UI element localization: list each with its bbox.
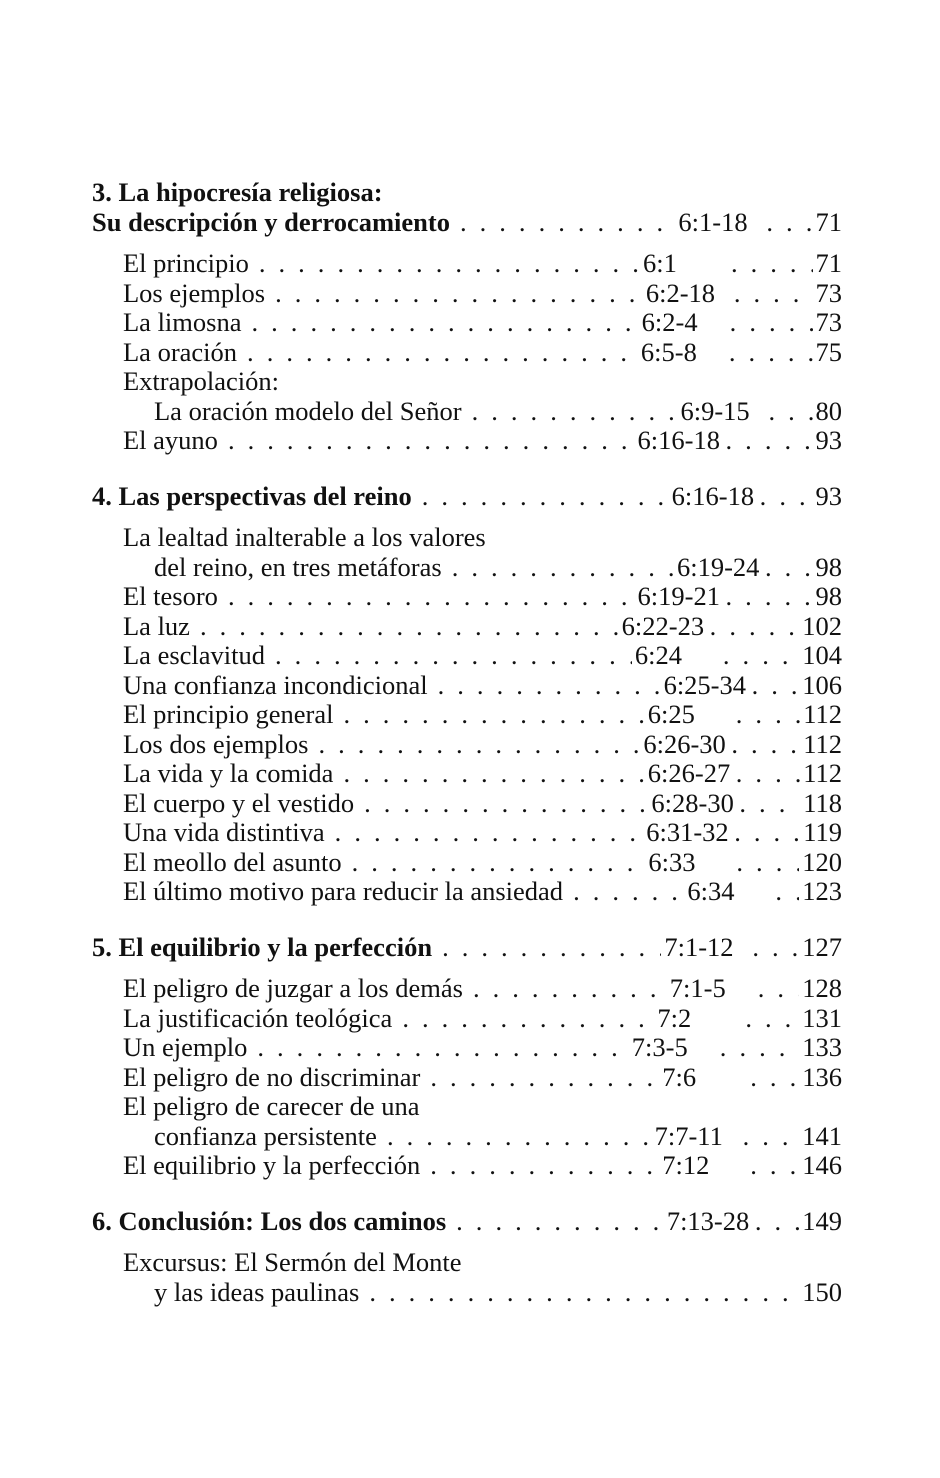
scripture-reference: 7:13-28 [666, 1205, 750, 1236]
entry-title: El peligro de carecer de una [123, 1091, 420, 1121]
dot-leader [731, 730, 800, 760]
dot-leader [472, 397, 678, 427]
dot-leader [343, 759, 644, 789]
entry-title: La lealtad inalterable a los valores [123, 522, 486, 552]
entry-title: El peligro de no discriminar [123, 1061, 421, 1092]
dot-leader [765, 553, 813, 583]
dot-leader [259, 249, 640, 279]
toc-entry [92, 553, 842, 583]
toc-entry [92, 279, 842, 309]
page-number: 75 [815, 336, 842, 367]
dot-leader [710, 612, 800, 642]
entry-title: del reino, en tres metáforas [154, 551, 442, 582]
toc-entry [92, 612, 842, 642]
entry-title: El último motivo para reducir la ansiedad [123, 876, 564, 906]
dot-leader [760, 482, 813, 512]
scripture-reference: 6:16-18 [637, 425, 720, 455]
entry-title: El tesoro [123, 581, 218, 611]
dot-leader [755, 1207, 799, 1237]
section-title: Su descripción y derrocamiento [92, 206, 450, 237]
toc-entry-line [92, 367, 842, 397]
toc-entry [92, 582, 842, 612]
dot-leader [257, 1033, 628, 1063]
dot-leader [730, 308, 813, 338]
page-number: 150 [802, 1276, 842, 1307]
page-number: 141 [802, 1120, 842, 1151]
dot-leader [729, 338, 813, 368]
entry-title: El principio general [123, 699, 334, 729]
dot-leader [775, 877, 799, 907]
page-number: 118 [803, 787, 842, 818]
toc-entry [92, 974, 842, 1004]
scripture-reference: 7:6 [662, 1061, 697, 1092]
scripture-reference: 6:2-4 [641, 307, 698, 337]
scripture-reference: 6:2-18 [645, 277, 716, 308]
dot-leader [726, 582, 813, 612]
scripture-reference: 6:24 [634, 640, 683, 670]
dot-leader [739, 789, 800, 819]
entry-title: El principio [123, 248, 249, 278]
entry-title: Un ejemplo [123, 1032, 248, 1062]
toc-entry [92, 1151, 842, 1181]
dot-leader [752, 933, 799, 963]
entry-title: El meollo del asunto [123, 846, 342, 877]
toc-entry [92, 426, 842, 456]
page-number: 71 [815, 206, 842, 237]
dot-leader [364, 789, 648, 819]
page-number: 71 [815, 248, 842, 278]
scripture-reference: 7:1-5 [669, 973, 726, 1003]
dot-leader [573, 877, 684, 907]
page-number: 112 [803, 758, 842, 788]
dot-leader [402, 1004, 654, 1034]
scripture-reference: 7:7-11 [654, 1120, 723, 1151]
dot-leader [319, 730, 641, 760]
toc-entry [92, 1004, 842, 1034]
scripture-reference: 6:16-18 [671, 480, 755, 511]
entry-title: La esclavitud [123, 640, 266, 670]
section-heading-line [92, 178, 842, 208]
page-number: 102 [802, 610, 842, 641]
toc-entry [92, 730, 842, 760]
scripture-reference: 6:19-21 [637, 581, 720, 611]
dot-leader [750, 1063, 799, 1093]
page-number: 128 [802, 973, 842, 1003]
scripture-reference: 6:28-30 [651, 787, 734, 818]
scripture-reference: 6:19-24 [676, 551, 760, 582]
table-of-contents [92, 178, 842, 1307]
page-number: 149 [802, 1205, 842, 1236]
entry-title: Excursus: El Sermón del Monte [123, 1247, 462, 1277]
dot-leader [460, 208, 675, 238]
page-number: 112 [803, 728, 842, 759]
page-number: 106 [802, 669, 842, 700]
page-number: 112 [803, 699, 842, 729]
page-number: 123 [802, 876, 842, 906]
toc-entry [92, 700, 842, 730]
scripture-reference: 6:26-30 [643, 728, 726, 759]
scripture-reference: 6:26-27 [647, 758, 731, 788]
dot-leader [736, 700, 800, 730]
scripture-reference: 7:2 [657, 1002, 692, 1033]
dot-leader [352, 848, 646, 878]
toc-entry [92, 1122, 842, 1152]
scripture-reference: 6:25-34 [663, 669, 746, 700]
scripture-reference: 6:22-23 [621, 610, 705, 641]
dot-leader [228, 426, 635, 456]
dot-leader [736, 848, 799, 878]
dot-leader [200, 612, 619, 642]
page-number: 93 [815, 480, 842, 511]
toc-entry [92, 789, 842, 819]
entry-title: Los dos ejemplos [123, 728, 309, 759]
entry-title: La limosna [123, 307, 242, 337]
entry-title: La oración [123, 336, 238, 367]
scripture-reference: 6:1-18 [678, 206, 748, 237]
section-heading [92, 1207, 842, 1237]
toc-entry [92, 1033, 842, 1063]
dot-leader [736, 759, 800, 789]
dot-leader [456, 1207, 664, 1237]
dot-leader [275, 279, 643, 309]
scripture-reference: 6:34 [687, 876, 735, 906]
dot-leader [723, 641, 799, 671]
entry-title: La luz [123, 610, 190, 641]
toc-entry [92, 759, 842, 789]
dot-leader [430, 1063, 659, 1093]
entry-title: El cuerpo y el vestido [123, 787, 355, 818]
toc-entry [92, 1063, 842, 1093]
page-number: 73 [815, 277, 842, 308]
toc-entry [92, 1278, 842, 1308]
dot-leader [768, 397, 812, 427]
entry-title: Una confianza incondicional [123, 669, 428, 700]
entry-title: confianza persistente [154, 1120, 377, 1151]
dot-leader [743, 1122, 800, 1152]
dot-leader [430, 1151, 659, 1181]
page-number: 80 [815, 395, 842, 426]
dot-leader [734, 818, 800, 848]
dot-leader [452, 553, 674, 583]
entry-title: El ayuno [123, 425, 218, 455]
section-title: 6. Conclusión: Los dos caminos [92, 1205, 447, 1236]
entry-title: La justificación teológica [123, 1002, 393, 1033]
section-heading [92, 933, 842, 963]
scripture-reference: 6:1 [642, 248, 677, 278]
dot-leader [343, 700, 644, 730]
dot-leader [720, 1033, 799, 1063]
dot-leader [758, 974, 799, 1004]
dot-leader [369, 1278, 799, 1308]
page-number: 93 [815, 425, 842, 455]
page-number: 98 [815, 551, 842, 582]
dot-leader [726, 426, 813, 456]
scripture-reference: 7:1-12 [664, 931, 734, 962]
entry-title: La vida y la comida [123, 758, 334, 788]
dot-leader [752, 671, 800, 701]
toc-entry [92, 641, 842, 671]
toc-entry [92, 249, 842, 279]
scripture-reference: 6:5-8 [640, 336, 697, 367]
page-number: 133 [802, 1032, 842, 1062]
toc-entry-line [92, 523, 842, 553]
dot-leader [766, 208, 812, 238]
scripture-reference: 6:31-32 [646, 817, 729, 847]
toc-entry [92, 397, 842, 427]
dot-leader [387, 1122, 652, 1152]
scripture-reference: 6:25 [647, 699, 695, 729]
scripture-reference: 6:9-15 [680, 395, 750, 426]
page-number: 136 [802, 1061, 842, 1092]
dot-leader [422, 482, 669, 512]
dot-leader [745, 1004, 799, 1034]
section-title: 3. La hipocresía religiosa: [92, 177, 383, 207]
toc-entry-line [92, 1248, 842, 1278]
entry-title: El equilibrio y la perfección [123, 1150, 421, 1180]
toc-entry [92, 877, 842, 907]
dot-leader [275, 641, 632, 671]
toc-entry [92, 671, 842, 701]
entry-title: El peligro de juzgar a los demás [123, 973, 463, 1003]
page-number: 119 [803, 817, 842, 847]
section-title: 4. Las perspectivas del reino [92, 480, 412, 511]
scripture-reference: 7:3-5 [631, 1032, 688, 1062]
dot-leader [252, 308, 639, 338]
scripture-reference: 6:33 [648, 846, 696, 877]
page-number: 104 [802, 640, 842, 670]
dot-leader [731, 249, 813, 279]
page-number: 146 [802, 1150, 842, 1180]
section-heading [92, 482, 842, 512]
dot-leader [750, 1151, 799, 1181]
section-heading [92, 208, 842, 238]
toc-entry [92, 848, 842, 878]
dot-leader [438, 671, 661, 701]
dot-leader [228, 582, 635, 612]
entry-title: Extrapolación: [123, 366, 279, 396]
page-number: 120 [802, 846, 842, 877]
page-number: 73 [815, 307, 842, 337]
entry-title: Una vida distintiva [123, 817, 325, 847]
toc-entry [92, 338, 842, 368]
toc-entry [92, 818, 842, 848]
section-title: 5. El equilibrio y la perfección [92, 931, 433, 962]
page-number: 131 [802, 1002, 842, 1033]
page-number: 98 [815, 581, 842, 611]
entry-title: La oración modelo del Señor [154, 395, 462, 426]
dot-leader [473, 974, 667, 1004]
toc-entry-line [92, 1092, 842, 1122]
dot-leader [247, 338, 638, 368]
dot-leader [335, 818, 644, 848]
dot-leader [734, 279, 813, 309]
entry-title: y las ideas paulinas [154, 1276, 360, 1307]
entry-title: Los ejemplos [123, 277, 266, 308]
dot-leader [442, 933, 661, 963]
page-number: 127 [802, 931, 842, 962]
scripture-reference: 7:12 [662, 1150, 710, 1180]
toc-entry [92, 308, 842, 338]
